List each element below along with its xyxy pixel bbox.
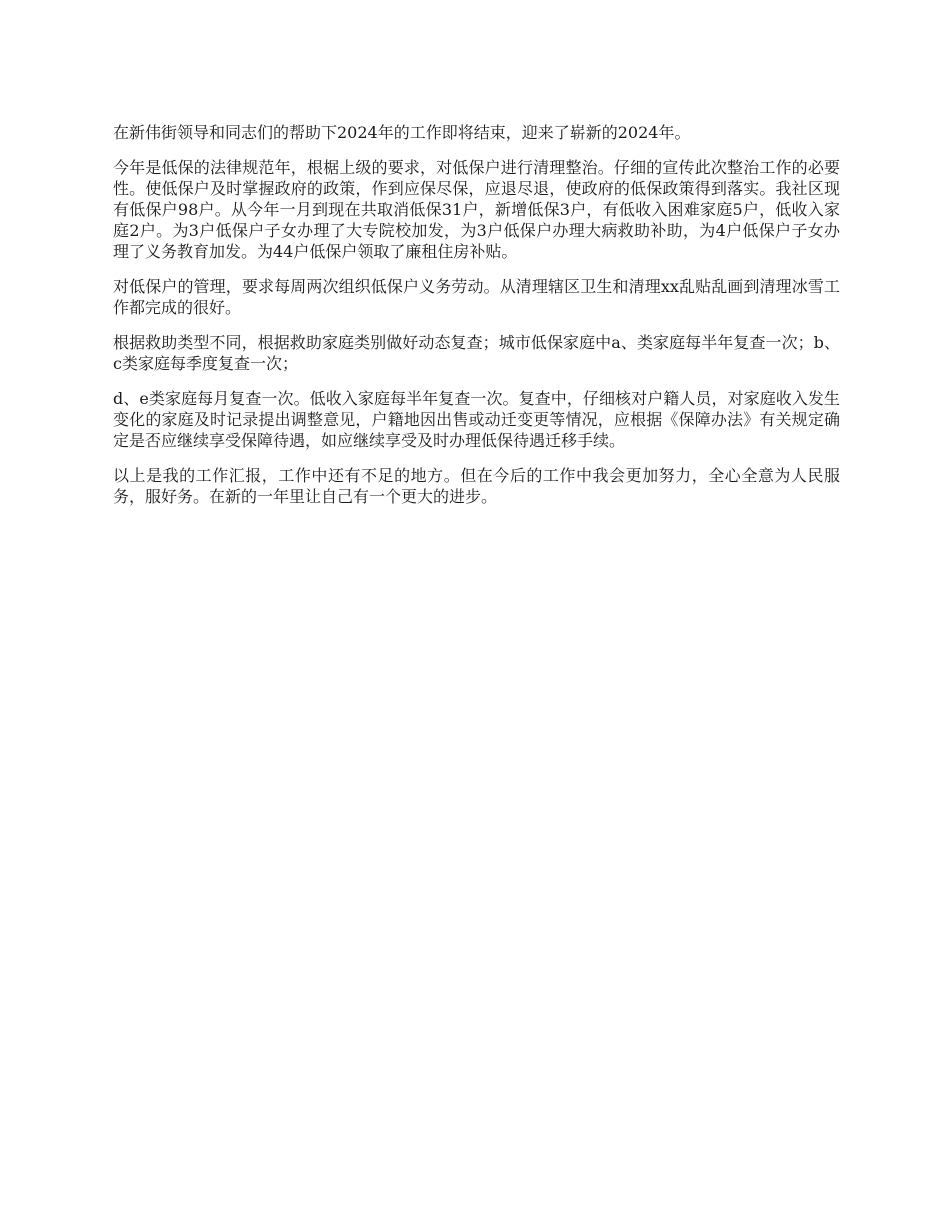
paragraph-review-details: d、e类家庭每月复查一次。低收入家庭每半年复查一次。复查中，仔细核对户籍人员，对家庭收入发生变化的家庭及时记录提出调整意见，户籍地因出售或动迁变更等情况，应根据《保障办法》有关规定确定是否应继续享受保障待遇，如应继续享受及时办理低保待遇迁移手续。 bbox=[113, 389, 840, 450]
paragraph-low-income-cleanup: 今年是低保的法律规范年，根椐上级的要求，对低保户进行清理整治。仔细的宣传此次整治工作的必要性。使低保户及时掌握政府的政策，作到应保尽保，应退尽退，使政府的低保政策得到落实。我社区现有低保户98户。从今年一月到现在共取消低保31户，新增低保3户，有低收入困难家庭5户，低收入家庭2户。为3户低保户子女办理了大专院校加发，为3户低保户办理大病救助补助，为4户低保户子女办理了义务教育加发。为44户低保户领取了廉租住房补贴。 bbox=[113, 158, 840, 261]
paragraph-intro: 在新伟街领导和同志们的帮助下2024年的工作即将结束，迎来了崭新的2024年。 bbox=[113, 123, 691, 142]
paragraph-management: 对低保户的管理，要求每周两次组织低保户义务劳动。从清理辖区卫生和清理xx乱贴乱画到清理冰雪工作都完成的很好。 bbox=[113, 277, 840, 317]
document-body bbox=[113, 122, 840, 521]
paragraph-conclusion: 以上是我的工作汇报，工作中还有不足的地方。但在今后的工作中我会更加努力，全心全意为人民服务，服好务。在新的一年里让自己有一个更大的进步。 bbox=[113, 466, 840, 506]
paragraph-review-types: 根据救助类型不同，根据救助家庭类别做好动态复查；城市低保家庭中a、类家庭每半年复查一次；b、c类家庭每季度复查一次； bbox=[113, 333, 840, 373]
